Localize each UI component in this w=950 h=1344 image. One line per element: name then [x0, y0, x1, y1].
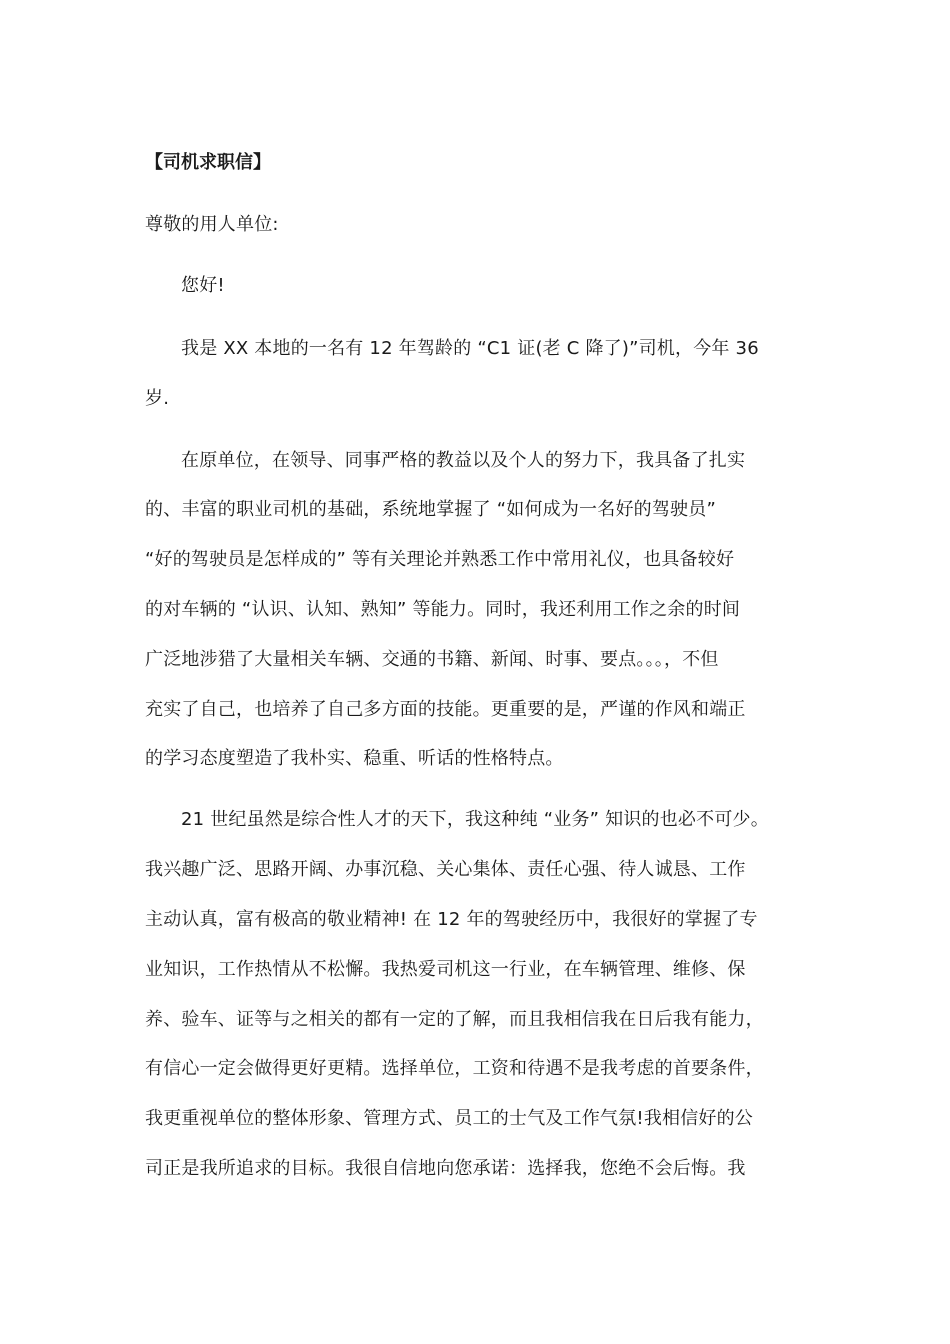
paragraph-line: 业知识，工作热情从不松懈。我热爱司机这一行业，在车辆管理、维修、保: [145, 959, 746, 980]
paragraph-line: 我兴趣广泛、思路开阔、办事沉稳、关心集体、责任心强、待人诚恳、工作: [145, 859, 746, 880]
paragraph-line: 司正是我所追求的目标。我很自信地向您承诺：选择我，您绝不会后悔。我: [145, 1158, 746, 1179]
paragraph-line: 在原单位，在领导、同事严格的教益以及个人的努力下，我具备了扎实: [181, 450, 746, 471]
paragraph-line: 有信心一定会做得更好更精。选择单位，工资和待遇不是我考虑的首要条件，: [145, 1058, 764, 1079]
salutation: 尊敬的用人单位:: [145, 214, 279, 235]
paragraph-line: 我是 XX 本地的一名有 12 年驾龄的 “C1 证(老 C 降了)”司机，今年 36: [181, 338, 759, 359]
paragraph-line: 养、验车、证等与之相关的都有一定的了解，而且我相信我在日后我有能力，: [145, 1009, 764, 1030]
paragraph-line: 广泛地涉猎了大量相关车辆、交通的书籍、新闻、时事、要点。。。，不但: [145, 649, 719, 670]
paragraph-line: 的学习态度塑造了我朴实、稳重、听话的性格特点。: [145, 748, 564, 769]
paragraph-line: 的对车辆的 “认识、认知、熟知” 等能力。同时，我还利用工作之余的时间: [145, 599, 741, 620]
paragraph-line: 主动认真，富有极高的敬业精神! 在 12 年的驾驶经历中，我很好的掌握了专: [145, 909, 758, 930]
paragraph-line: 充实了自己，也培养了自己多方面的技能。更重要的是，严谨的作风和端正: [145, 699, 746, 720]
greeting: 您好!: [181, 275, 225, 296]
paragraph-line: 21 世纪虽然是综合性人才的天下，我这种纯 “业务” 知识的也必不可少。: [181, 809, 769, 830]
paragraph-line: 我更重视单位的整体形象、管理方式、员工的士气及工作气氛!我相信好的公: [145, 1108, 754, 1129]
paragraph-line: “好的驾驶员是怎样成的” 等有关理论并熟悉工作中常用礼仪，也具备较好: [145, 549, 735, 570]
document-title: 【司机求职信】: [145, 152, 271, 173]
paragraph-line: 岁.: [145, 388, 170, 409]
paragraph-line: 的、丰富的职业司机的基础，系统地掌握了 “如何成为一名好的驾驶员”: [145, 499, 716, 520]
